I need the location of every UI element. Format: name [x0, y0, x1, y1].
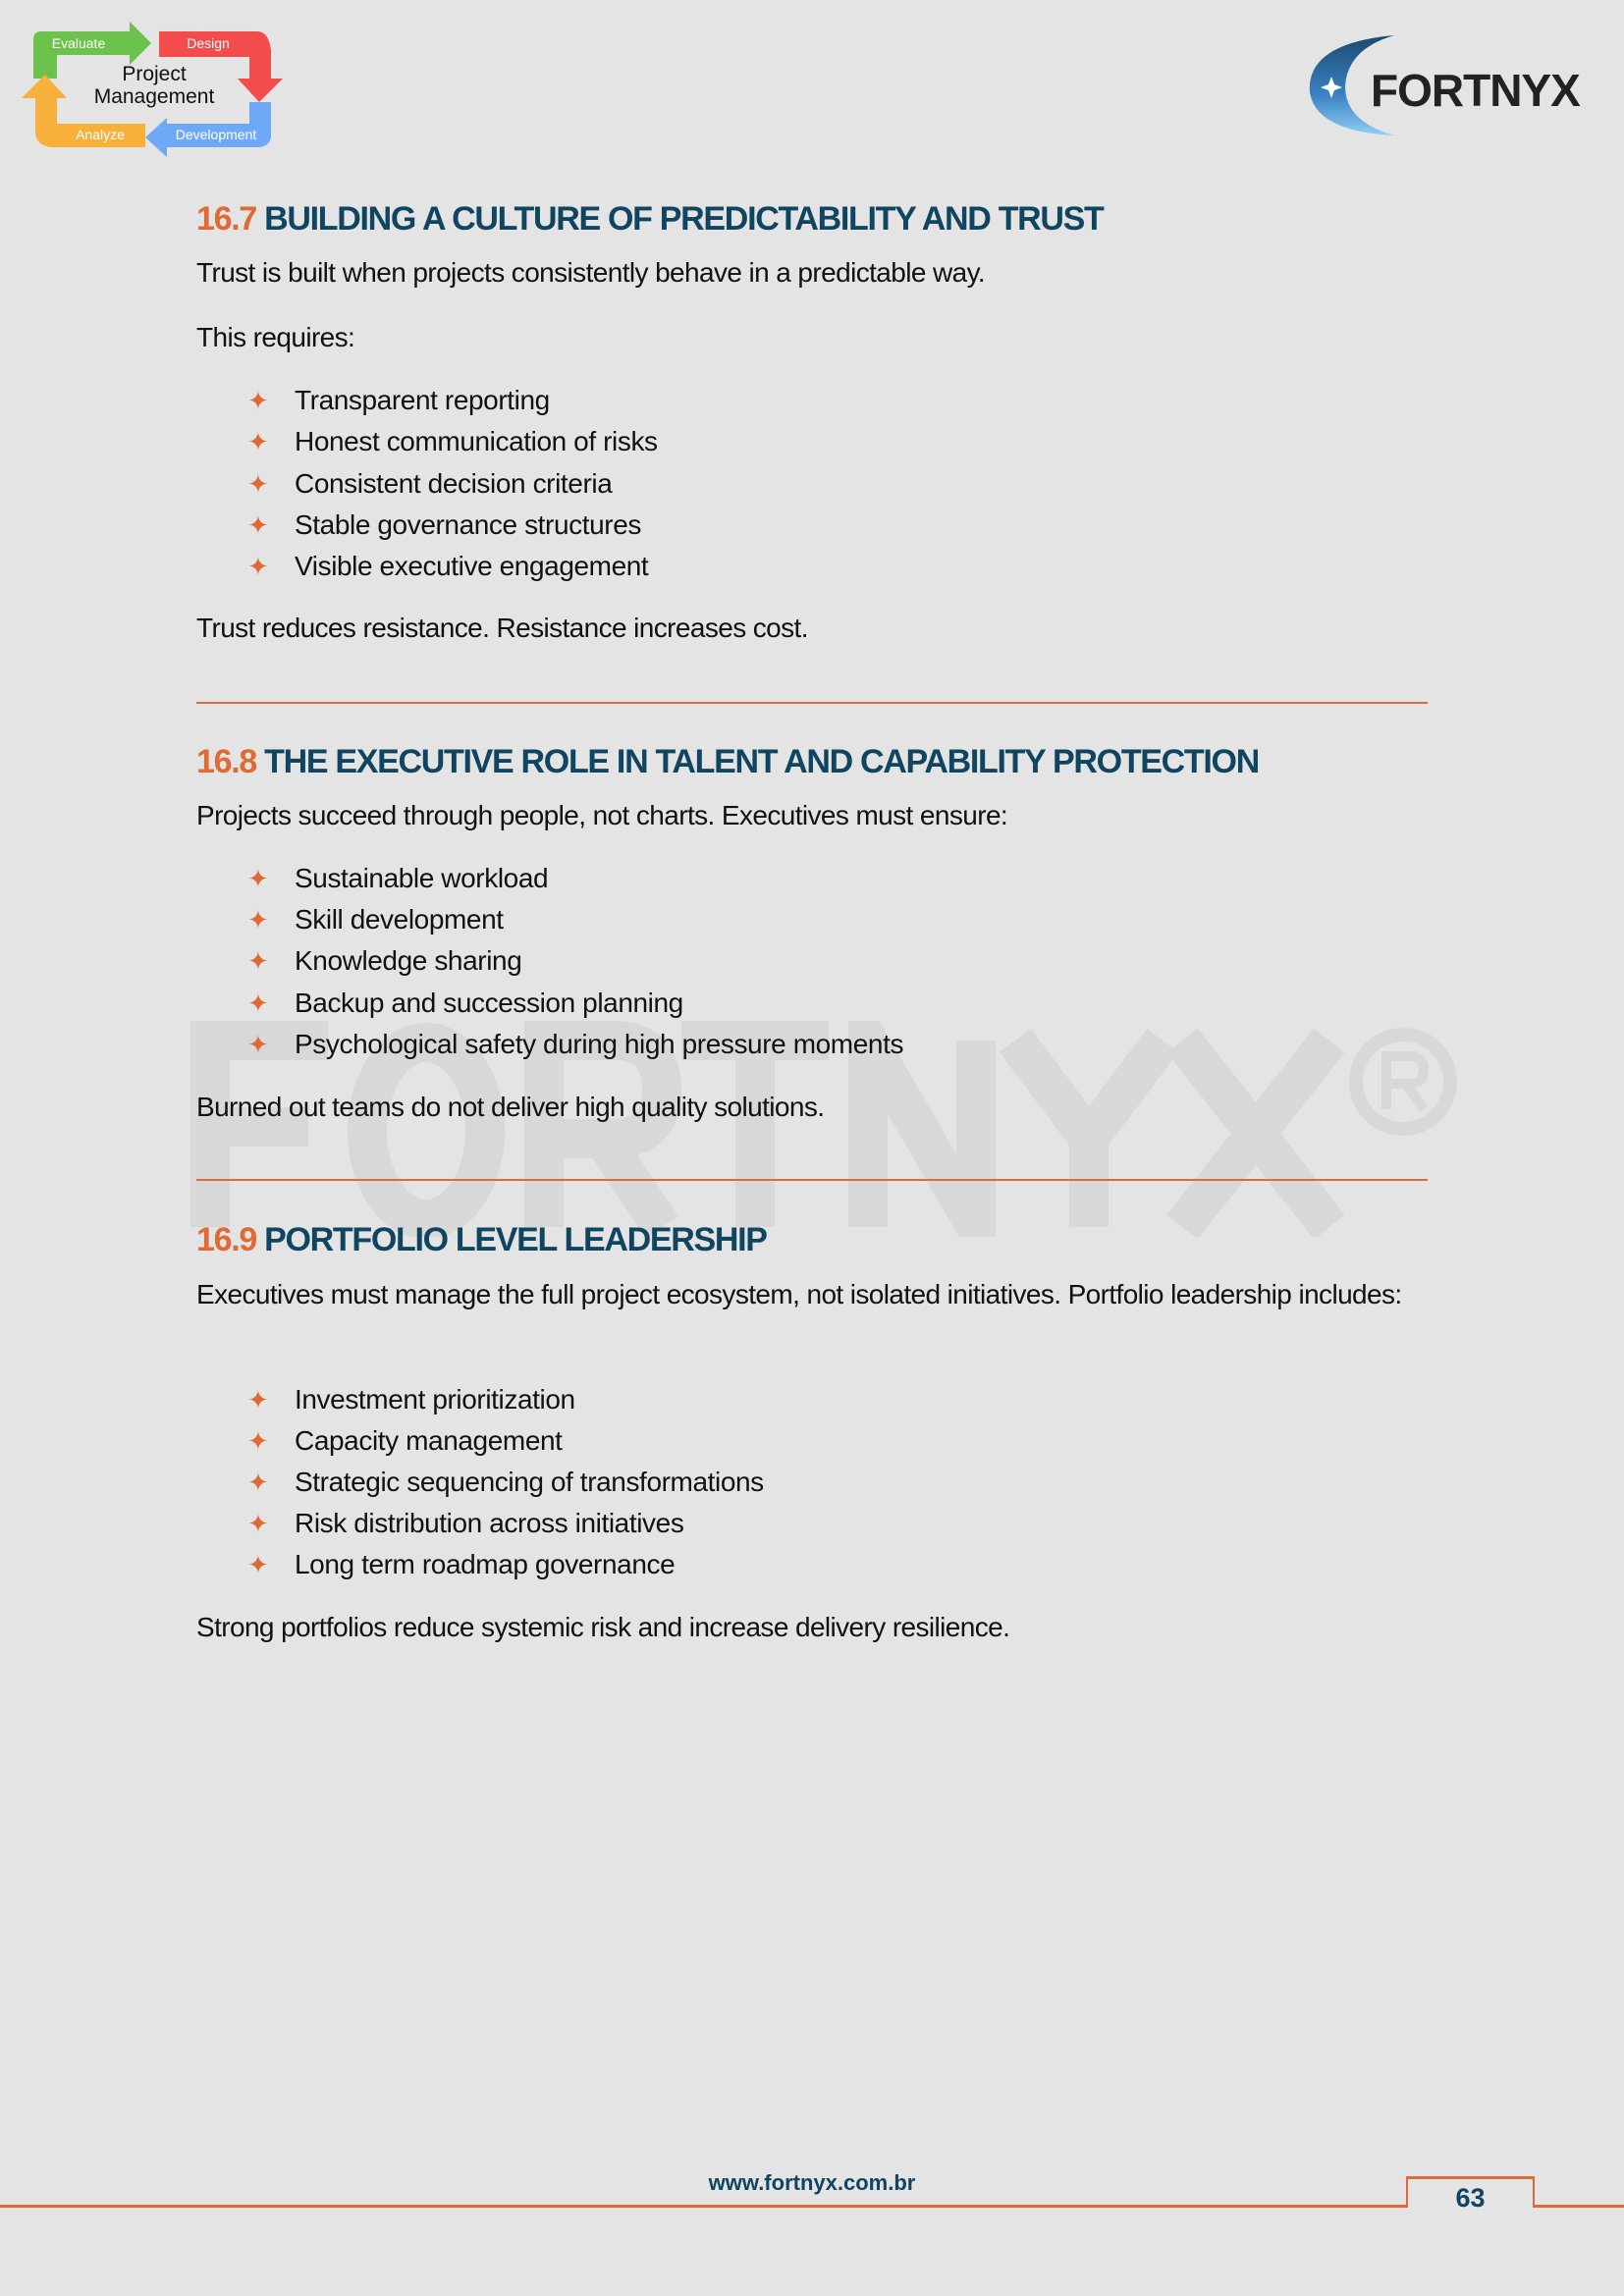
svg-text:Project: Project	[122, 63, 187, 85]
list-item: ✦ Backup and succession planning	[247, 988, 683, 1018]
list-item: ✦ Sustainable workload	[247, 863, 549, 893]
section-heading-16-7: 16.7 BUILDING A CULTURE OF PREDICTABILITY AND TRUST	[196, 200, 1104, 238]
logo-step-analyze: Analyze	[76, 127, 125, 142]
paragraph: Strong portfolios reduce systemic risk and increase delivery resilience.	[196, 1612, 1010, 1642]
list-item: ✦ Strategic sequencing of transformations	[247, 1467, 764, 1497]
paragraph: Executives must manage the full project ecosystem, not isolated initiatives. Portfolio leadership includes:	[196, 1279, 1402, 1309]
star-bullet-icon: ✦	[247, 386, 269, 415]
star-bullet-icon: ✦	[247, 1385, 269, 1415]
section-heading-16-8: 16.8 THE EXECUTIVE ROLE IN TALENT AND CAPABILITY PROTECTION	[196, 743, 1259, 780]
divider	[196, 702, 1428, 704]
star-bullet-icon: ✦	[247, 864, 269, 893]
paragraph: This requires:	[196, 322, 355, 352]
footer-url[interactable]: www.fortnyx.com.br	[708, 2170, 916, 2195]
page-number: 63	[1406, 2176, 1535, 2208]
svg-text:Management: Management	[93, 85, 215, 108]
star-bullet-icon: ✦	[247, 988, 269, 1018]
list-item: ✦ Knowledge sharing	[247, 945, 522, 976]
star-bullet-icon: ✦	[247, 1030, 269, 1059]
star-bullet-icon: ✦	[247, 1426, 269, 1456]
star-bullet-icon: ✦	[247, 1550, 269, 1579]
footer-rule	[1535, 2205, 1624, 2208]
list-item: ✦ Transparent reporting	[247, 385, 550, 415]
logo-step-evaluate: Evaluate	[51, 35, 106, 51]
section-heading-16-9: 16.9 PORTFOLIO LEVEL LEADERSHIP	[196, 1221, 767, 1258]
list-item: ✦ Risk distribution across initiatives	[247, 1508, 684, 1538]
fortnyx-logo	[1306, 33, 1593, 139]
star-bullet-icon: ✦	[247, 469, 269, 499]
list-item: ✦ Visible executive engagement	[247, 551, 649, 581]
list-item: ✦ Skill development	[247, 904, 504, 934]
star-bullet-icon: ✦	[247, 510, 269, 540]
star-bullet-icon: ✦	[247, 905, 269, 934]
list-item: ✦ Investment prioritization	[247, 1384, 575, 1415]
star-bullet-icon: ✦	[247, 1468, 269, 1497]
list-item: ✦ Long term roadmap governance	[247, 1549, 676, 1579]
paragraph: Trust reduces resistance. Resistance increases cost.	[196, 613, 808, 643]
svg-text:FORTNYX: FORTNYX	[1371, 65, 1580, 116]
list-item: ✦ Stable governance structures	[247, 509, 642, 540]
logo-step-development: Development	[175, 127, 257, 142]
paragraph: Burned out teams do not deliver high quality solutions.	[196, 1092, 825, 1122]
paragraph: Projects succeed through people, not charts. Executives must ensure:	[196, 800, 1008, 830]
footer-rule	[0, 2205, 1406, 2208]
star-bullet-icon: ✦	[247, 552, 269, 581]
list-item: ✦ Consistent decision criteria	[247, 468, 613, 499]
list-item: ✦ Psychological safety during high pressure moments	[247, 1029, 904, 1059]
divider	[196, 1179, 1428, 1181]
star-bullet-icon: ✦	[247, 427, 269, 456]
project-management-logo	[22, 22, 289, 159]
list-item: ✦ Capacity management	[247, 1425, 563, 1456]
paragraph: Trust is built when projects consistently behave in a predictable way.	[196, 257, 986, 288]
list-item: ✦ Honest communication of risks	[247, 426, 658, 456]
star-bullet-icon: ✦	[247, 1509, 269, 1538]
logo-step-design: Design	[187, 35, 230, 51]
star-bullet-icon: ✦	[247, 946, 269, 976]
